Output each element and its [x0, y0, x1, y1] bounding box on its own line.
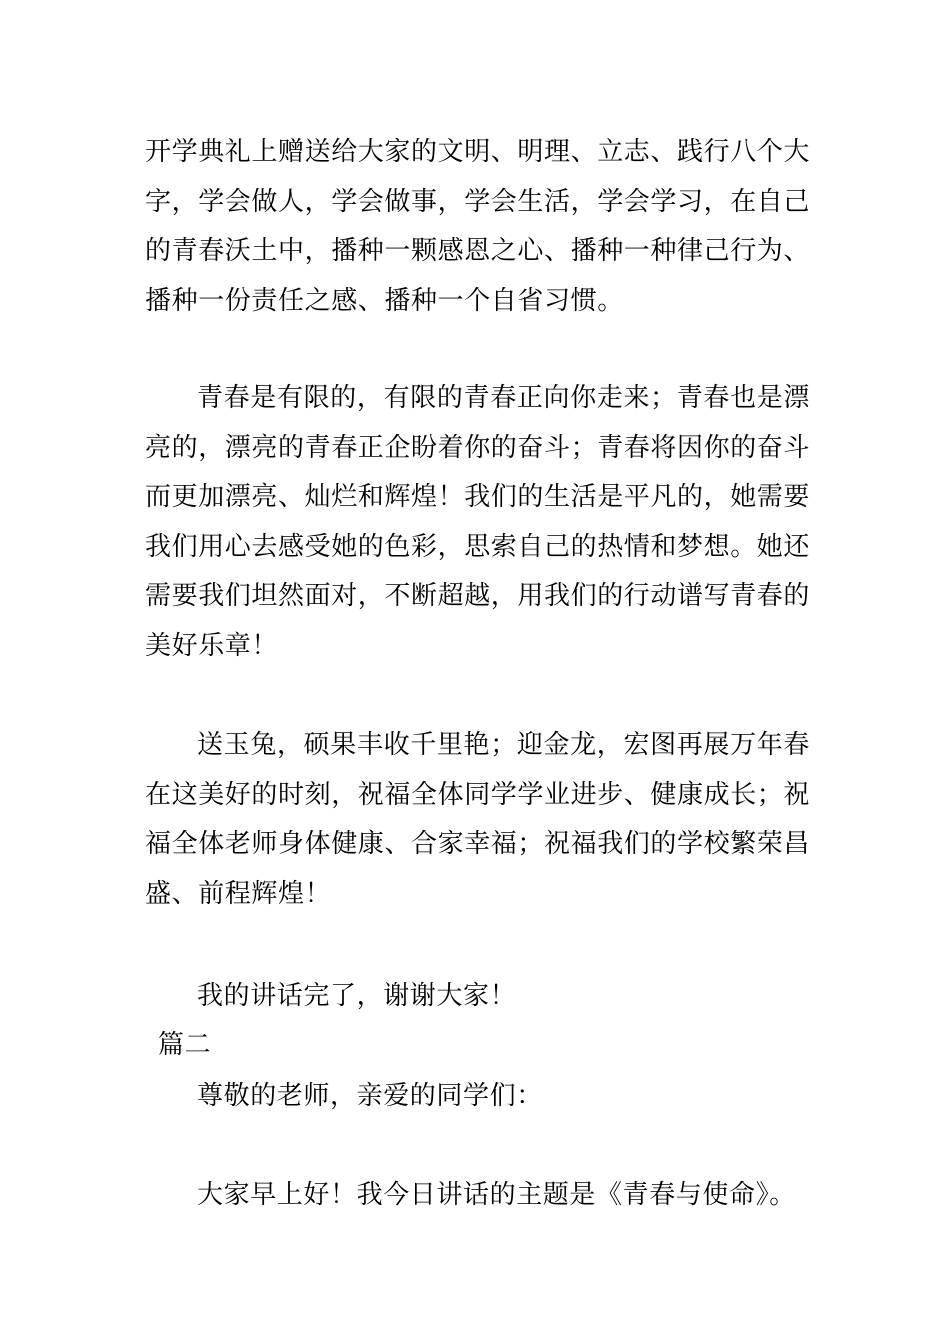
paragraph-youth: 青春是有限的，有限的青春正向你走来；青春也是漂亮的，漂亮的青春正企盼着你的奋斗；青春将因你的奋斗而更加漂亮、灿烂和辉煌！我们的生活是平凡的，她需要我们用心去感受她的色彩，思索自己的热情和梦想。她还需要我们坦然面对，不断超越，用我们的行动谱写青春的美好乐章！ [145, 383, 811, 661]
paragraph-blessing: 送玉兔，硕果丰收千里艳；迎金龙，宏图再展万年春在这美好的时刻，祝福全体同学学业进步、健康成长；祝福全体老师身体健康、合家幸福；祝福我们的学校繁荣昌盛、前程辉煌！ [145, 730, 811, 909]
opening-line: 大家早上好！我今日讲话的主题是《青春与使命》。 [197, 1180, 796, 1210]
section-heading: 篇二 [158, 1030, 212, 1060]
greeting-line: 尊敬的老师，亲爱的同学们： [197, 1081, 543, 1111]
paragraph-values: 开学典礼上赠送给大家的文明、明理、立志、践行八个大字，学会做人，学会做事，学会生活，学会学习，在自己的青春沃土中，播种一颗感恩之心、播种一种律己行为、播种一份责任之感、播种一个自省习惯。 [145, 137, 811, 316]
paragraph-closing: 我的讲话完了，谢谢大家！ [197, 981, 517, 1011]
